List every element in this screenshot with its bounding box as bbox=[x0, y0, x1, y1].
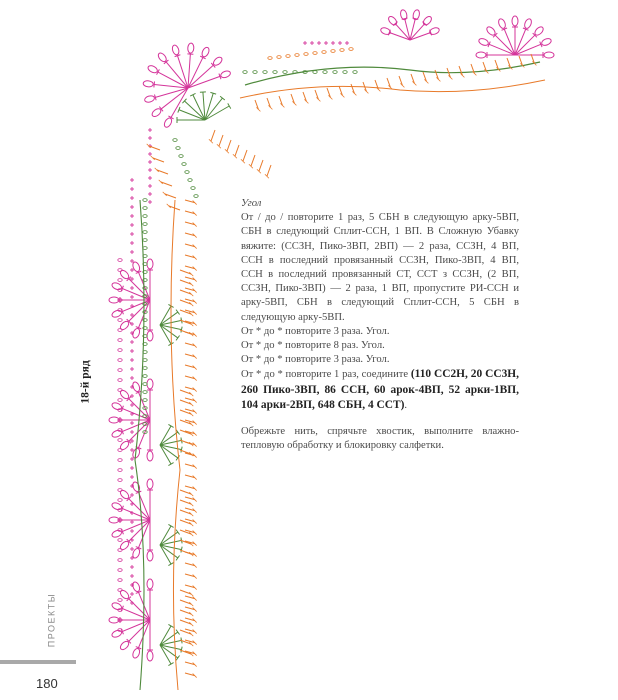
corner-title: Угол bbox=[241, 198, 262, 209]
instructions-block bbox=[241, 197, 519, 453]
instruction-repeat-3: От * до * повторите 3 раза. Угол. bbox=[241, 354, 390, 366]
page-number: 180 bbox=[36, 676, 58, 691]
page-rule bbox=[0, 660, 76, 664]
instruction-repeat-2: От * до * повторите 8 раз. Угол. bbox=[241, 340, 385, 352]
section-label: ПРОЕКТЫ bbox=[46, 592, 57, 648]
stitch-count-summary: (110 СС2Н, 20 СС3Н, 260 Пико-3ВП, 86 ССН, 60 арок-4ВП, 52 арки-1ВП, 104 арки-2ВП, 648 СБН, 4 ССТ) bbox=[241, 368, 519, 411]
instruction-repeat-1: От * до * повторите 3 раза. Угол. bbox=[241, 325, 390, 337]
instruction-paragraph: От / до / повторите 1 раз, 5 СБН в следующую арку-5ВП, СБН в следующий Сплит-ССН, 1 ВП. В Сложную Убавку вяжите: (ССЗН, Пико-3ВП, 2ВП) — 2 раза, ССЗН, 4 ВП, ССН в последний провязанный ССЗН, Пико-3ВП, 4 ВП, ССН в последний провязанный СТ, ССТ з ССЗН, (2 ВП, ССЗН, Пико-3ВП) — 2 раза, 1 ВП, пропустите РИ-ССН и арку-5ВП, СБН в следующий Сплит-ССН, 5 СБН в следующую арку-5ВП. bbox=[241, 212, 519, 323]
instruction-join-lead: От * до * повторите 1 раз, соедините bbox=[241, 369, 411, 381]
finishing-instructions: Обрежьте нить, спрячьте хвостик, выполните влажно-тепловую обработку и блокировку салфетки. bbox=[241, 426, 519, 452]
instruction-join bbox=[241, 367, 519, 413]
row-label: 18-й ряд bbox=[79, 360, 92, 404]
instruction-join-tail: . bbox=[404, 399, 408, 411]
